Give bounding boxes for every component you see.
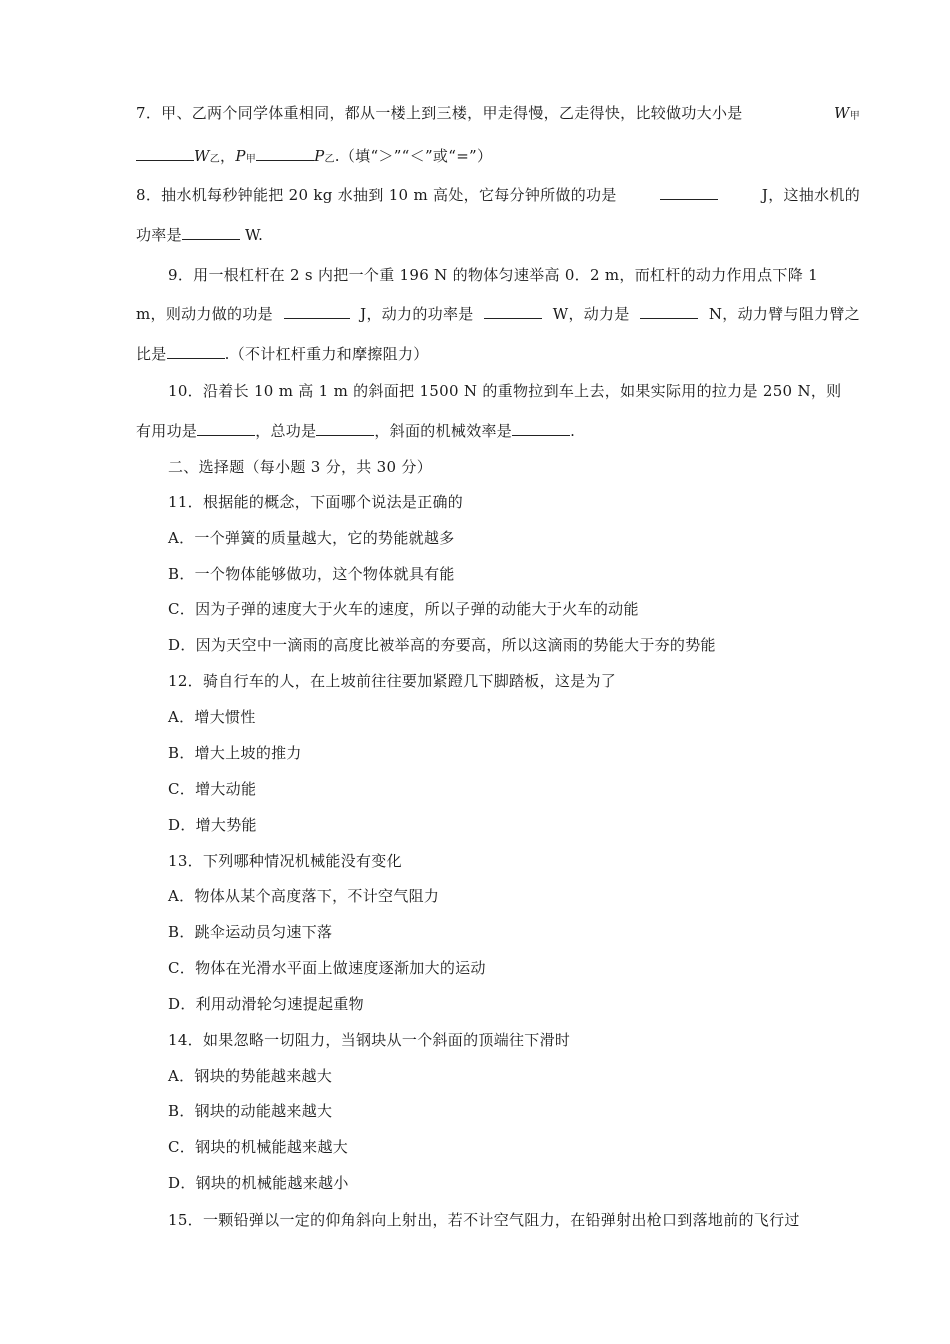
question-9-text-6: 比是: [136, 345, 167, 363]
answer-blank[interactable]: [484, 304, 542, 319]
question-11-option-b[interactable]: B．一个物体能够做功，这个物体就具有能: [168, 565, 455, 583]
question-9-line-2: [136, 304, 860, 324]
question-10-text: 10．沿着长 10 m 高 1 m 的斜面把 1500 N 的重物拉到车上去，如果实际用的拉力是 250 N，则: [168, 382, 842, 400]
question-11-option-c[interactable]: C．因为子弹的速度大于火车的速度，所以子弹的动能大于火车的动能: [168, 600, 639, 618]
subscript-jia: 甲: [849, 111, 860, 122]
answer-blank[interactable]: [256, 146, 314, 161]
subscript-yi: 乙: [324, 154, 335, 165]
question-15-stem: 15．一颗铅弹以一定的仰角斜向上射出，若不计空气阻力，在铅弹射出枪口到落地前的飞行过: [168, 1211, 800, 1229]
answer-blank[interactable]: [640, 304, 698, 319]
question-9-line-3: [136, 344, 429, 364]
answer-blank[interactable]: [660, 185, 718, 200]
question-12-option-a[interactable]: A．增大惯性: [168, 708, 256, 726]
question-8-text-2: J，这抽水机的: [761, 186, 860, 204]
subscript-jia: 甲: [245, 154, 257, 165]
question-12-option-b[interactable]: B．增大上坡的推力: [168, 744, 302, 762]
question-10-line-2: [136, 421, 575, 441]
question-9-text-3: J，动力的功率是: [360, 305, 474, 323]
question-12-option-c[interactable]: C．增大动能: [168, 780, 257, 798]
comma: ，: [220, 147, 236, 165]
question-7-text: 甲、乙两个同学体重相同，都从一楼上到三楼，甲走得慢，乙走得快，比较做功大小是: [161, 104, 743, 122]
question-8-text-3: 功率是: [136, 226, 182, 244]
question-14-option-d[interactable]: D．钢块的机械能越来越小: [168, 1174, 349, 1192]
question-12-option-d[interactable]: D．增大势能: [168, 816, 257, 834]
question-13-option-d[interactable]: D．利用动滑轮匀速提起重物: [168, 995, 364, 1013]
question-9-note: .（不计杠杆重力和摩擦阻力）: [224, 345, 429, 363]
question-7-number: 7．: [136, 104, 162, 122]
question-10-period: .: [570, 422, 576, 440]
question-11-option-d[interactable]: D．因为天空中一滴雨的高度比被举高的夯要高，所以这滴雨的势能大于夯的势能: [168, 636, 716, 654]
answer-blank[interactable]: [197, 421, 255, 436]
question-10-line-1: [168, 381, 841, 401]
question-7-fill-hint: .（填“＞”“＜”或“=”）: [334, 147, 493, 165]
question-10-text-2: 有用功是: [136, 422, 198, 440]
power-symbol: P: [235, 147, 246, 165]
question-14-stem: 14．如果忽略一切阻力，当钢块从一个斜面的顶端往下滑时: [168, 1031, 571, 1049]
question-11-option-a[interactable]: A．一个弹簧的质量越大，它的势能就越多: [168, 529, 455, 547]
question-11-stem: 11．根据能的概念，下面哪个说法是正确的: [168, 493, 464, 511]
question-10-text-4: ，斜面的机械效率是: [374, 422, 513, 440]
question-9-text: 9．用一根杠杆在 2 s 内把一个重 196 N 的物体匀速举高 0．2 m，而杠杆的动力作用点下降 1: [168, 266, 818, 284]
question-9-text-4: W，动力是: [552, 305, 630, 323]
question-13-option-a[interactable]: A．物体从某个高度落下，不计空气阻力: [168, 887, 440, 905]
question-13-option-c[interactable]: C．物体在光滑水平面上做速度逐渐加大的运动: [168, 959, 486, 977]
work-symbol: W: [833, 104, 850, 122]
question-13-stem: 13．下列哪种情况机械能没有变化: [168, 852, 402, 870]
power-symbol: P: [314, 147, 325, 165]
question-13-option-b[interactable]: B．跳伞运动员匀速下落: [168, 923, 333, 941]
subscript-yi: 乙: [209, 154, 221, 165]
answer-blank[interactable]: [182, 225, 240, 240]
question-8-unit: W.: [244, 226, 264, 244]
question-9-line-1: [168, 265, 818, 285]
question-8-line-1: [136, 185, 860, 205]
question-12-stem: 12．骑自行车的人，在上坡前往往要加紧蹬几下脚踏板，这是为了: [168, 672, 617, 690]
question-10-text-3: ，总功是: [255, 422, 317, 440]
question-14-option-b[interactable]: B．钢块的动能越来越大: [168, 1102, 333, 1120]
question-14-option-c[interactable]: C．钢块的机械能越来越大: [168, 1138, 349, 1156]
answer-blank[interactable]: [167, 344, 225, 359]
question-9-text-2: m，则动力做的功是: [136, 305, 273, 323]
answer-blank[interactable]: [284, 304, 350, 319]
answer-blank[interactable]: [136, 146, 194, 161]
question-9-text-5: N，动力臂与阻力臂之: [708, 305, 860, 323]
work-symbol: W: [194, 147, 210, 165]
question-7-line-2: [136, 146, 492, 170]
question-7-line-1: [136, 103, 860, 127]
answer-blank[interactable]: [316, 421, 374, 436]
section-2-heading: 二、选择题（每小题 3 分，共 30 分）: [168, 458, 433, 476]
question-14-option-a[interactable]: A．钢块的势能越来越大: [168, 1067, 333, 1085]
question-8-line-2: [136, 225, 263, 245]
question-8-text: 8．抽水机每秒钟能把 20 kg 水抽到 10 m 高处，它每分钟所做的功是: [136, 186, 617, 204]
answer-blank[interactable]: [512, 421, 570, 436]
